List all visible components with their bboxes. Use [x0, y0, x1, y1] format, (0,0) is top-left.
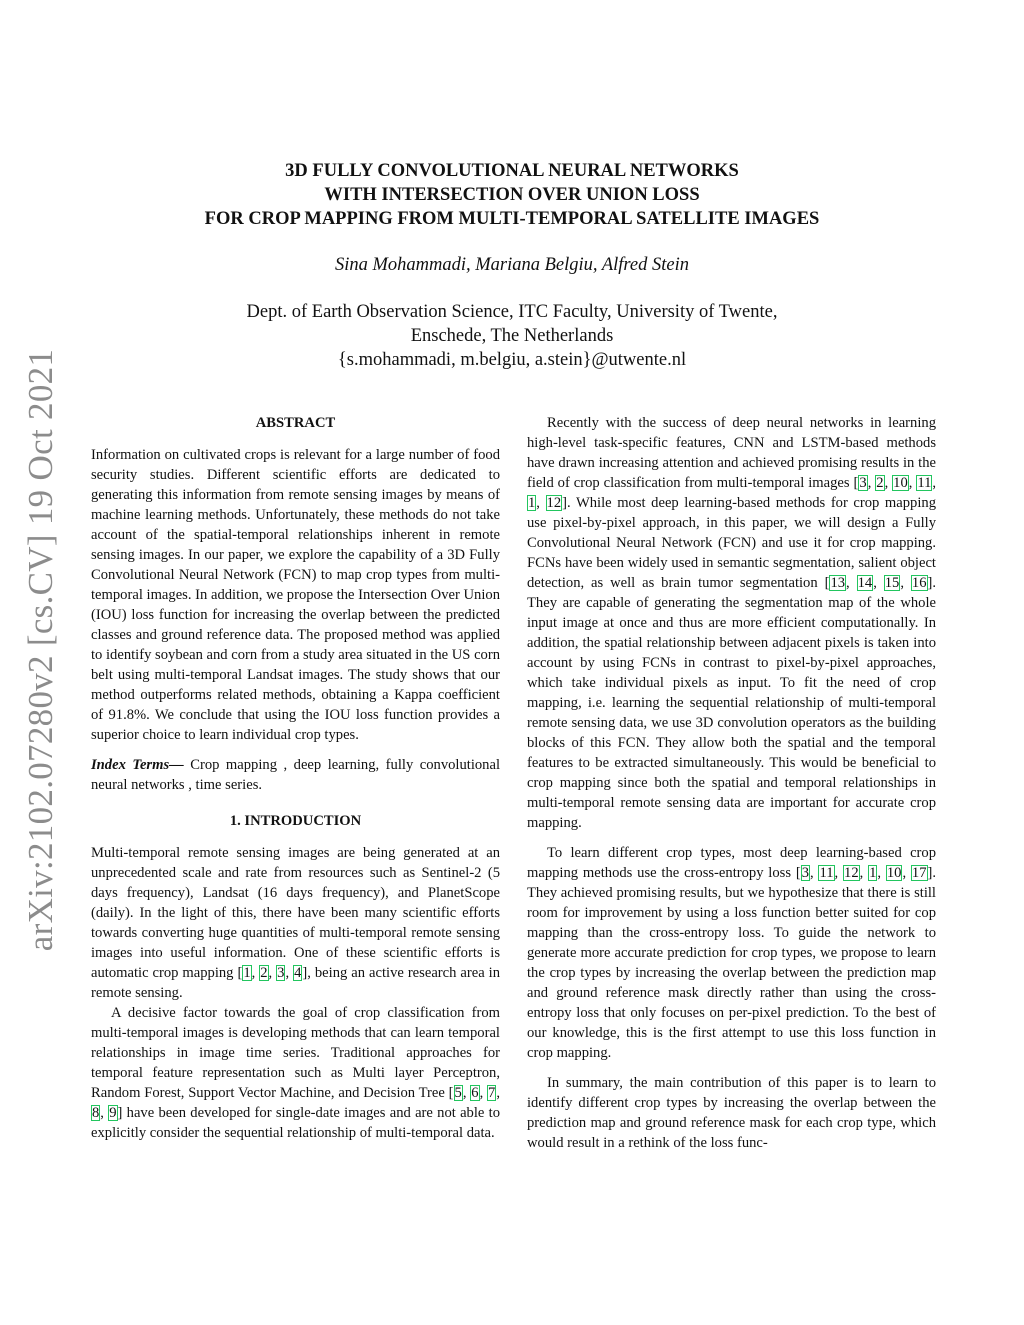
title-line: WITH INTERSECTION OVER UNION LOSS: [324, 185, 700, 205]
citation-group: 5, 6, 7, 8, 9: [92, 1085, 500, 1121]
authors: Sina Mohammadi, Mariana Belgiu, Alfred Stein: [334, 255, 690, 275]
title-line: 3D FULLY CONVOLUTIONAL NEURAL NETWORKS: [285, 161, 739, 181]
citation-link[interactable]: 1: [869, 865, 877, 881]
right-column: [527, 413, 936, 1153]
arxiv-sidebar-stamp: [8, 350, 74, 950]
index-terms-label: Index Terms—: [91, 757, 184, 773]
intro-paragraph-2: A decisive factor towards the goal of crop classification from multi-temporal images is developing methods that can learn temporal relationships in image time series. Traditional approaches for temporal feature representation such as Multi layer Perceptron, Random Forest, Support Vector Machine, and Decision Tree [5, 6, 7, 8, 9] have been developed for single-date images and are not able to explicitly consider the sequential relationship of multi-temporal data.: [91, 1005, 500, 1141]
index-terms-text: Crop mapping , deep learning, fully convolutional neural networks , time series.: [91, 757, 500, 793]
citation-group: 3, 11, 12, 1, 10, 17: [801, 865, 927, 881]
paper-title: [0, 159, 1024, 231]
citation-link[interactable]: 14: [857, 575, 873, 591]
citation-link[interactable]: 11: [819, 865, 834, 881]
index-terms: [91, 755, 500, 795]
left-column: [91, 413, 500, 1143]
abstract-text: Information on cultivated crops is relevant for a large number of food security studies. Different scientific efforts are dedicated to generating this information from remote sensing images by means of machine learning methods. Unfortunately, these methods do not take account of the spatial-temporal relationships inherent in remote sensing images. In our paper, we explore the capability of a 3D Fully Convolutional Neural Network (FCN) to map crop types from multi-temporal images. In addition, we propose the Intersection Over Union (IOU) loss function for increasing the overlap between the predicted classes and ground reference data. The proposed method was applied to identify soybean and corn from a study area situated in the US corn belt using multi-temporal Landsat images. The study shows that our method outperforms related methods, obtaining a Kappa coefficient of 91.8%. We conclude that using the IOU loss function provides a superior choice to learn individual crop types.: [91, 447, 500, 743]
citation-link[interactable]: 2: [260, 965, 268, 981]
citation-link[interactable]: 8: [92, 1105, 100, 1121]
intro-paragraph-4: To learn different crop types, most deep learning-based crop mapping methods use the cross-entropy loss [3, 11, 12, 1, 10, 17]. They achieved promising results, but we hypothesize that there is still room for improvement by using a loss function better suited for cop mapping than the cross-entropy loss. To guide the network to generate more accurate prediction for crop types, we propose to learn the crop types by increasing the overlap between the prediction map and ground reference mask directly rather than using the cross-entropy loss that only focuses on per-pixel prediction. To the best of our knowledge, this is the first attempt to use this loss function in crop mapping.: [527, 845, 937, 1061]
citation-link[interactable]: 13: [830, 575, 846, 591]
citation-link[interactable]: 3: [801, 865, 810, 881]
arxiv-id: arXiv:2102.07280v2 [cs.CV] 19 Oct 2021: [21, 348, 60, 952]
citation-link[interactable]: 12: [546, 495, 562, 511]
affiliation-line: Dept. of Earth Observation Science, ITC Faculty, University of Twente,: [246, 302, 778, 322]
citation-link[interactable]: 3: [859, 475, 867, 491]
title-line: FOR CROP MAPPING FROM MULTI-TEMPORAL SATELLITE IMAGES: [204, 209, 820, 229]
intro-paragraph-3: Recently with the success of deep neural networks in learning high-level task-specific features, CNN and LSTM-based methods have drawn increasing attention and achieved promising results in the field of crop classification from multi-temporal images [3, 2, 10, 11, 1, 12]. While most deep learning-based methods for crop mapping use pixel-by-pixel approach, in this paper, we will design a Fully Convolutional Neural Network (FCN) and use it for crop mapping. FCNs have been widely used in semantic segmentation, salient object detection, as well as brain tumor segmentation [13, 14, 15, 16]. They are capable of generating the segmentation map of the whole input image at once and thus are more efficient computationally. In addition, the spatial relationship between adjacent pixels is taken into account by using FCNs in contrast to pixel-by-pixel approaches, which take individual pixels as input. To fit the need of crop mapping, i.e. learning the sequential relationship of multi-temporal remote sensing data, we use 3D convolution operators as the building blocks of this FCN. They allow both the spatial and the temporal features to be extracted simultaneously. This would be beneficial to crop mapping since both the spatial and temporal relationships in multi-temporal remote sensing data are important for accurate crop mapping.: [527, 415, 937, 831]
affiliation-emails: {s.mohammadi, m.belgiu, a.stein}@utwente.nl: [337, 350, 687, 370]
affiliation-line: Enschede, The Netherlands: [410, 326, 614, 346]
citation-link[interactable]: 10: [893, 475, 908, 491]
affiliation: [0, 300, 1024, 372]
citation-link[interactable]: 16: [911, 575, 927, 591]
citation-link[interactable]: 3: [277, 965, 285, 981]
citation-group: 3, 2, 10, 11, 1, 12: [528, 475, 937, 511]
intro-paragraph-1: Multi-temporal remote sensing images are being generated at an unprecedented scale and rate from resources such as Sentinel-2 (5 days frequency), Landsat (16 days frequency), and PlanetScope (daily). In the light of this, there have been many scientific efforts towards converting huge quantities of multi-temporal remote sensing images into useful information. One of these scientific efforts is automatic crop mapping [1, 2, 3, 4], being an active research area in remote sensing.: [91, 845, 501, 1001]
citation-link[interactable]: 2: [876, 475, 884, 491]
citation-link[interactable]: 4: [294, 965, 302, 981]
intro-paragraph-5: In summary, the main contribution of this paper is to learn to identify different crop types by increasing the overlap between the prediction map and ground reference mask for each crop type, which would result in a rethink of the loss func-: [527, 1075, 936, 1151]
citation-link[interactable]: 1: [243, 965, 251, 981]
citation-link[interactable]: 11: [917, 475, 932, 491]
citation-link[interactable]: 15: [884, 575, 900, 591]
citation-link[interactable]: 9: [109, 1105, 117, 1121]
citation-group: 13, 14, 15, 16: [830, 575, 927, 591]
introduction-heading: 1. INTRODUCTION: [229, 813, 362, 829]
citation-link[interactable]: 12: [844, 865, 859, 881]
citation-link[interactable]: 1: [528, 495, 536, 511]
abstract-heading: ABSTRACT: [255, 415, 336, 431]
citation-link[interactable]: 7: [488, 1085, 496, 1101]
citation-link[interactable]: 5: [454, 1085, 462, 1101]
citation-link[interactable]: 6: [471, 1085, 479, 1101]
citation-link[interactable]: 10: [886, 865, 902, 881]
citation-group: 1, 2, 3, 4: [243, 965, 302, 981]
citation-link[interactable]: 17: [911, 865, 927, 881]
